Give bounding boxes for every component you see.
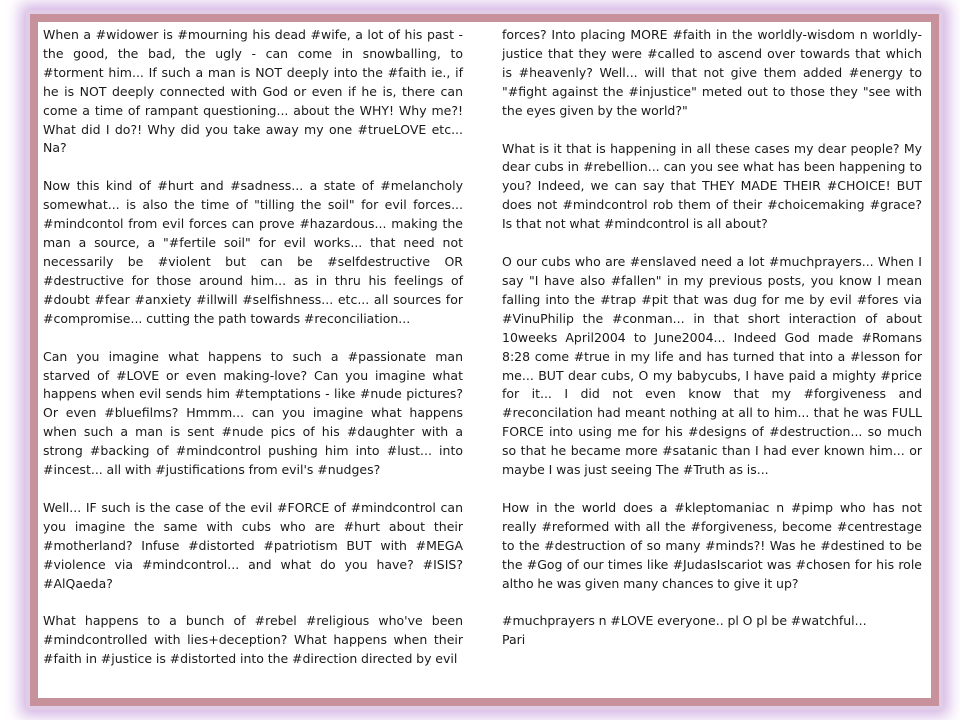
paragraph: Can you imagine what happens to such a #passionate man starved of #LOVE or even making-love? Can you imagine what happens when evil sends him #temptations - like #nude pictures? Or even #bluefilms? Hmmm... can you imagine what happens when such a man is sent #nude pics of his #daughter with a strong #backing of #mindcontrol pushing him into #lust... into #incest... all with #justifications from evil's #nudges? (43, 348, 463, 478)
right-column (502, 26, 922, 650)
closing-line: #muchprayers n #LOVE everyone.. pl O pl be #watchful... (502, 613, 867, 629)
paragraph: What happens to a bunch of #rebel #religious who've been #mindcontrolled with lies+deception? What happens when their #faith in #justice is #distorted into the #direction directed by evil (43, 613, 463, 667)
signature: Pari (502, 632, 526, 648)
paragraph: O our cubs who are #enslaved need a lot #muchprayers... When I say "I have also #fallen" in my previous posts, you know I mean falling into the #trap #pit that was dug for me by evil #fores via #VinuPhilip the #conman... in that short interaction of about 10weeks April2004 to June2004... Indeed God made #Romans 8:28 come #true in my life and has turned that into a #lesson for me... BUT dear cubs, O my babycubs, I have paid a mighty #price for it... I did not even know that my #forgiveness and #reconcilation had meant nothing at all to him... that he was FULL FORCE into using me for his #designs of #destruction... so much so that he became more #satanic than I had ever known him... or maybe I was just seeing The #Truth as is... (502, 254, 922, 478)
paragraph: forces? Into placing MORE #faith in the worldly-wisdom n worldly-justice that they were #called to ascend over towards that which is #heavenly? Well... will that not give them added #energy to "#fight against the #injustice" meted out to those they "see with the eyes given by the world?" (502, 27, 922, 118)
page-frame (30, 14, 939, 706)
paragraph: What is it that is happening in all these cases my dear people? My dear cubs in #rebellion... can you see what has been happening to you? Indeed, we can say that THEY MADE THEIR #CHOICE! BUT does not #mindcontrol rob them of their #choicemaking #grace? Is that not what #mindcontrol is all about? (502, 140, 922, 232)
left-column (43, 26, 463, 688)
paragraph: How in the world does a #kleptomaniac n #pimp who has not really #reformed with all the #forgiveness, become #centrestage to the #destruction of so many #minds?! Was he #destined to be the #Gog of our times like #JudasIscariot was #chosen for his role altho he was given many chances to give it up? (502, 499, 922, 591)
paragraph: Now this kind of #hurt and #sadness... a state of #melancholy somewhat... is also the time of "tilling the soil" for evil forces... #mindcontol from evil forces can prove #hazardous... making the man a source, a "#fertile soil" for evil works... that need not necessarily be #violent but can be #selfdestructive OR #destructive for those around him... as in thru his feelings of #doubt #fear #anxiety #illwill #selfishness... etc... all sources for #compromise... cutting the path towards #reconciliation... (43, 178, 463, 326)
paragraph: Well... IF such is the case of the evil #FORCE of #mindcontrol can you imagine the same with cubs who are #hurt about their #motherland? Infuse #distorted #patriotism BUT with #MEGA #violence via #mindcontrol... and what do you have? #ISIS? #AlQaeda? (43, 499, 463, 591)
paragraph: When a #widower is #mourning his dead #wife, a lot of his past - the good, the bad, the ugly - can come in snowballing, to #torment him... If such a man is NOT deeply into the #faith ie., if he is NOT deeply connected with God or even if he is, there can come a time of rampant questioning... about the WHY! Why me?! What did I do?! Why did you take away my one #trueLOVE etc... Na? (43, 27, 463, 156)
